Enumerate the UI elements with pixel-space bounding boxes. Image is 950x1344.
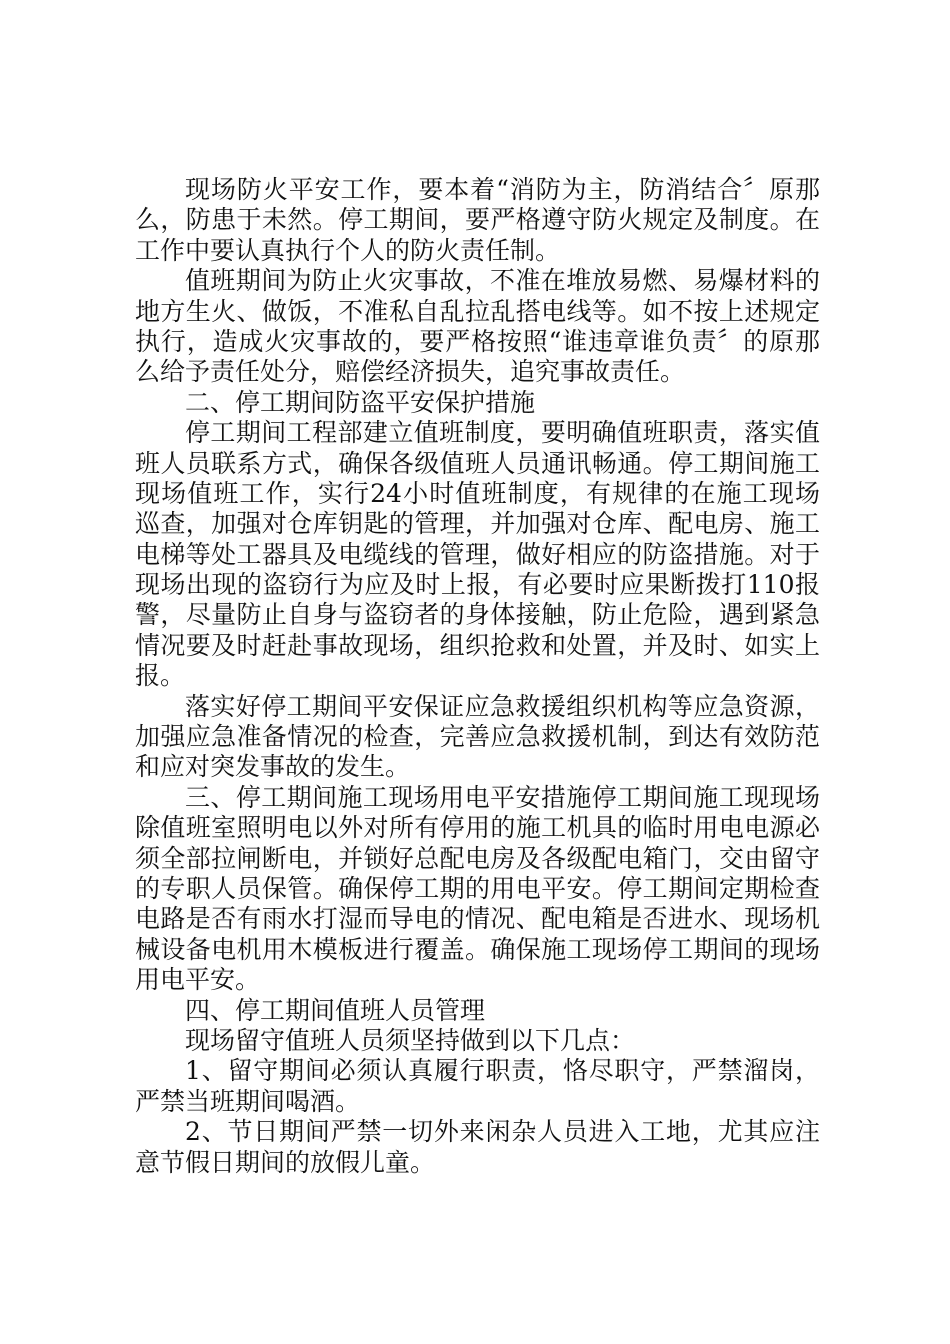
document-body [135,175,820,1178]
paragraph-line: 和应对突发事故的发生。 [135,752,411,782]
list-item-1 [135,1056,820,1117]
paragraph-line: 用电平安。 [135,965,261,995]
heading-line: 四、停工期间值班人员管理 [185,995,486,1025]
paragraph-line: 工作中要认真执行个人的防火责任制。 [135,235,561,265]
paragraph-line: 2、节日期间严禁一切外来闲杂人员进入工地，尤其应注 [185,1117,820,1147]
paragraph-line: 现场留守值班人员须坚持做到以下几点： [185,1025,636,1055]
paragraph-line: 电路是否有雨水打湿而导电的情况、配电箱是否进水、现场机 [135,904,820,934]
paragraph-line: 么给予责任处分，赔偿经济损失，追究事故责任。 [135,357,686,387]
paragraph-line: 现场出现的盗窃行为应及时上报，有必要时应果断拨打110报 [135,570,820,600]
paragraph-emergency-resources [135,692,820,783]
heading-line: 二、停工期间防盗平安保护措施 [185,387,536,417]
paragraph-line: 械设备电机用木模板进行覆盖。确保施工现场停工期间的现场 [135,934,820,964]
paragraph-line: 么，防患于未然。停工期间，要严格遵守防火规定及制度。在 [135,205,820,235]
paragraph-line: 须全部拉闸断电，并锁好总配电房及各级配电箱门，交由留守 [135,843,820,873]
paragraph-line: 情况要及时赶赴事故现场，组织抢救和处置，并及时、如实上 [135,630,820,660]
paragraph-line: 警，尽量防止自身与盗窃者的身体接触，防止危险，遇到紧急 [135,600,820,630]
list-item-2 [135,1117,820,1178]
paragraph-line: 电梯等处工器具及电缆线的管理，做好相应的防盗措施。对于 [135,539,820,569]
paragraph-line: 除值班室照明电以外对所有停用的施工机具的临时用电电源必 [135,813,820,843]
paragraph-line: 意节假日期间的放假儿童。 [135,1147,436,1177]
paragraph-fire-safety-principle [135,175,820,266]
paragraph-line: 落实好停工期间平安保证应急救援组织机构等应急资源， [185,691,820,721]
paragraph-duty-intro [135,1026,820,1056]
paragraph-line: 班人员联系方式，确保各级值班人员通讯畅通。停工期间施工 [135,448,820,478]
paragraph-fire-prevention-rules [135,266,820,388]
paragraph-line: 的专职人员保管。确保停工期的用电平安。停工期间定期检查 [135,873,820,903]
paragraph-line: 三、停工期间施工现场用电平安措施停工期间施工现现场 [185,782,820,812]
paragraph-duty-system [135,418,820,692]
paragraph-line: 执行，造成火灾事故的，要严格按照“谁违章谁负责〞的原那 [135,326,820,356]
paragraph-line: 现场防火平安工作，要本着“消防为主，防消结合〞原那 [185,175,820,204]
paragraph-line: 巡查，加强对仓库钥匙的管理，并加强对仓库、配电房、施工 [135,509,820,539]
paragraph-electrical-safety [135,783,820,996]
section-heading-anti-theft [135,388,820,418]
paragraph-line: 严禁当班期间喝酒。 [135,1086,361,1116]
paragraph-line: 1、留守期间必须认真履行职责，恪尽职守，严禁溜岗， [185,1056,820,1086]
paragraph-line: 现场值班工作，实行24小时值班制度，有规律的在施工现场 [135,478,820,508]
paragraph-line: 加强应急准备情况的检查，完善应急救援机制，到达有效防范 [135,722,820,752]
section-heading-duty-staff [135,996,820,1026]
paragraph-line: 地方生火、做饭，不准私自乱拉乱搭电线等。如不按上述规定 [135,296,820,326]
paragraph-line: 报。 [135,661,186,691]
paragraph-line: 停工期间工程部建立值班制度，要明确值班职责，落实值 [185,418,820,448]
paragraph-line: 值班期间为防止火灾事故，不准在堆放易燃、易爆材料的 [185,266,820,296]
